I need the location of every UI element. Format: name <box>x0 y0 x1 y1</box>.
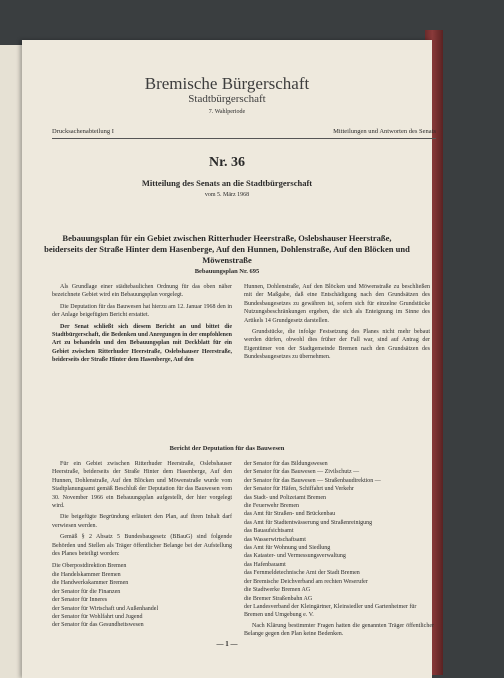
list-item: das Amt für Straßen- und Brückenbau <box>244 511 336 518</box>
list-item: der Senator für das Bauwesen — Straßenbaudirektion — <box>244 477 381 484</box>
parliament-title: Bremische Bürgerschaft <box>144 74 310 93</box>
page-number: — 1 — <box>216 640 238 648</box>
paragraph: Hunnen, Dohlenstraße, Auf den Blöcken und Möwenstraße zu beschließen mit der Maßgabe, daß eine Entschädigung nach den Grundsätzen des Bundesbaugesetzes zu gewähren ist, sofern sich für einzelne Grundstücke Nutzungsbeschränkungen ergeben, die sich als Enteignung im Sinne des Artikels 14 Grundgesetz darstellen. <box>244 284 430 324</box>
plan-number: Bebauungsplan Nr. 695 <box>194 268 260 275</box>
paragraph: Die Deputation für das Bauwesen hat hierzu am 12. Januar 1968 den in der Anlage beigefügten Bericht erstattet. <box>52 303 232 319</box>
authority-list <box>244 460 434 620</box>
paragraph: Nach Klärung bestimmter Fragen hatten die genannten Träger öffentlicher Belange gegen den Plan keine Bedenken. <box>244 622 434 638</box>
list-item: der Senator für die Finanzen <box>52 588 121 595</box>
list-item: die Stadtwerke Bremen AG <box>244 587 311 594</box>
document-date: vom 5. März 1968 <box>204 192 250 198</box>
list-item: der Senator für Wohlfahrt und Jugend <box>52 613 143 620</box>
list-item: der Senator für das Gesundheitswesen <box>52 622 144 629</box>
paragraph: Für ein Gebiet zwischen Ritterhuder Heerstraße, Oslebshauser Heerstraße, beiderseits der Straße Hinter dem Hasenberge, Auf den Hunnen, Dohlenstraße, Auf den Blöcken und Möwenstraße wurde vom Stadtplanungsamt gemäß Beschluß der Deputation für das Bauwesen vom 30. November 1966 ein Bebauungsplan aufgestellt, der hier vorgelegt wird. <box>52 461 232 510</box>
list-item: Die Oberpostdirektion Bremen <box>52 563 127 570</box>
list-item: das Kataster- und Vermessungsverwaltung <box>244 553 346 560</box>
report-left-column <box>52 460 232 630</box>
document-number: Nr. 36 <box>208 155 246 170</box>
header-left: Drucksachenabteilung I <box>52 128 114 135</box>
list-item: das Wasserwirtschaftsamt <box>244 536 306 543</box>
paragraph: Die beigefügte Begründung erläutert den Plan, auf ihren Inhalt darf verwiesen werden. <box>52 514 232 529</box>
header-right: Mitteilungen und Antworten des Senats <box>333 128 436 135</box>
paragraph: Grundstücke, die infolge Festsetzung des Planes nicht mehr bebaut werden dürfen, obwohl dies früher der Fall war, sind auf Antrag der Eigentümer von der Stadtgemeinde Bremen nach den Grundsätzen des Bundesbaugesetzes zu übernehmen. <box>244 329 430 361</box>
list-item: der Senator für Inneres <box>52 597 108 604</box>
report-title: Bericht der Deputation für das Bauwesen <box>169 445 285 452</box>
paragraph: Gemäß § 2 Absatz 5 Bundesbaugesetz (BBauG) sind folgende Behörden und Stellen als Träger öffentlicher Belange bei der Aufstellung des Planes beteiligt worden: <box>52 534 232 558</box>
list-item: die Handwerkskammer Bremen <box>52 580 129 587</box>
report-right-column <box>244 460 434 639</box>
list-item: die Handelskammer Bremen <box>52 571 121 578</box>
list-item: das Bauaufsichtsamt <box>244 528 294 535</box>
list-item: der Senator für das Bildungswesen <box>244 461 328 467</box>
electoral-period: 7. Wahlperiode <box>208 109 246 115</box>
paragraph: Der Senat schließt sich diesem Bericht an und bittet die Stadtbürgerschaft, die Bedenken und Anregungen in der empfohlenen Art zu behandeln und den Bebauungsplan mit Deckblatt für ein Gebiet zwischen Ritterhuder Heerstraße, Oslebshauser Heerstraße, beiderseits der Straße Hinter dem Hasenberge, Auf den <box>52 323 232 364</box>
list-item: das Stadt- und Polizeiamt Bremen <box>244 494 326 501</box>
parliament-subtitle: Stadtbürgerschaft <box>188 93 266 105</box>
authority-list <box>52 562 232 629</box>
list-item: der Senator für Wirtschaft und Außenhandel <box>52 605 159 612</box>
header-rule <box>52 138 436 139</box>
list-item: die Feuerwehr Bremen <box>244 503 299 510</box>
document-page <box>22 40 436 678</box>
document-heading: Mitteilung des Senats an die Stadtbürgerschaft <box>141 178 313 188</box>
list-item: das Amt für Wohnung und Siedlung <box>244 545 331 552</box>
list-item: das Hafenbauamt <box>244 561 286 568</box>
list-item: der Senator für Häfen, Schiffahrt und Verkehr <box>244 486 354 493</box>
intro-right-column <box>244 283 430 365</box>
list-item: die Bremer Straßenbahn AG <box>244 595 313 602</box>
list-item: der Senator für das Bauwesen — Zivilschutz — <box>244 469 360 476</box>
list-item: das Amt für Stadtentwässerung und Straßenreinigung <box>244 519 373 526</box>
list-item: das Fernmeldetechnische Amt der Stadt Bremen <box>244 570 360 577</box>
intro-left-column <box>52 283 232 368</box>
list-item: der Landesverband der Kleingärtner, Kleinsiedler und Gartenheimer für Bremen und Umgebung e. V. <box>244 603 417 619</box>
left-page-edge <box>0 45 24 678</box>
plan-title: Bebauungsplan für ein Gebiet zwischen Ritterhuder Heerstraße, Oslebshauser Heerstraße, beiderseits der Straße Hinter dem Hasenberge, Auf den Hunnen, Dohlenstraße, Auf den Blöcken und Möwenstraße <box>44 233 410 265</box>
list-item: der Bremische Deichverband am rechten Weserufer <box>244 578 368 585</box>
paragraph: Als Grundlage einer städtebaulichen Ordnung für das oben näher bezeichnete Gebiet wird ein Bebauungsplan vorgelegt. <box>52 284 232 299</box>
